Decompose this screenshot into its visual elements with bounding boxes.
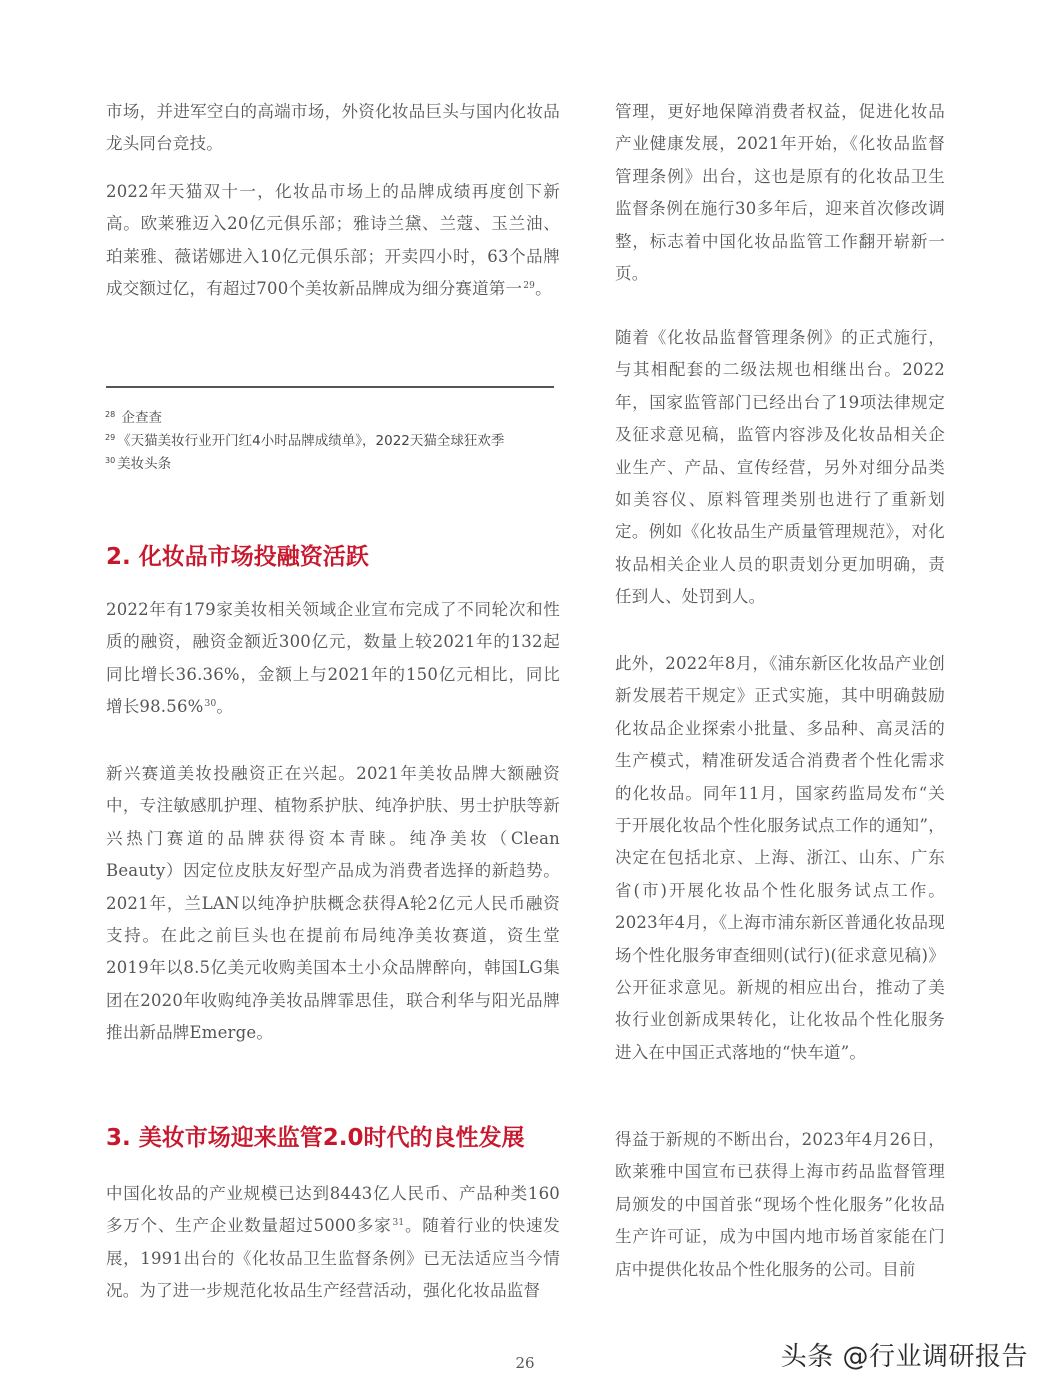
footnote-29: $^{29}$ 《天猫美妆行业开门红4小时品牌成绩单》，2022天猫全球狂欢季 [105,433,505,449]
intro-paragraph-2-text: 2022年天猫双十一，化妆品市场上的品牌成绩再度创下新高。欧莱雅迈入20亿元俱乐部；雅诗兰黛、兰蔻、玉兰油、珀莱雅、薇诺娜进入10亿元俱乐部；开卖四小时，63个品牌成交额过亿，有超过700个美妆新品牌成为细分赛道第一 [106,182,560,299]
footnote-ref-30: 30 [204,699,217,710]
right-paragraph-4: 得益于新规的不断出台，2023年4月26日，欧莱雅中国宣布已获得上海市药品监督管理局颁发的中国首张“现场个性化服务”化妆品生产许可证，成为中国内地市场首家能在门店中提供化妆品个性化服务的公司。目前 [615,1130,945,1279]
section-2-paragraph-1: 2022年有179家美妆相关领域企业宣布完成了不同轮次和性质的融资，融资金额近300亿元，数量上较2021年的132起同比增长36.36%，金额上与2021年的150亿元相比，同比增长98.56%$^{30}$。 [106,600,560,717]
right-paragraph-1: 管理，更好地保障消费者权益，促进化妆品产业健康发展，2021年开始，《化妆品监督管理条例》出台，这也是原有的化妆品卫生监督条例在施行30多年后，迎来首次修改调整，标志着中国化妆品监管工作翻开崭新一页。 [615,102,945,284]
section-2-paragraph-2: 新兴赛道美妆投融资正在兴起。2021年美妆品牌大额融资中，专注敏感肌护理、植物系护肤、纯净护肤、男士护肤等新兴热门赛道的品牌获得资本青睐。纯净美妆（Clean Beauty）因定位皮肤友好型产品成为消费者选择的新趋势。2021年，兰LAN以纯净护肤概念获得A轮2亿元人民币融资支持。在此之前巨头也在提前布局纯净美妆赛道，资生堂2019年以8.5亿美元收购美国本土小众品牌醉向，韩国LG集团在2020年收购纯净美妆品牌霏思佳，联合利华与阳光品牌推出新品牌Emerge。 [106,764,560,1043]
footnote-ref-31: 31 [392,1218,405,1229]
footnotes [104,407,564,476]
intro-paragraph-2: 2022年天猫双十一，化妆品市场上的品牌成绩再度创下新高。欧莱雅迈入20亿元俱乐部；雅诗兰黛、兰蔻、玉兰油、珀莱雅、薇诺娜进入10亿元俱乐部；开卖四小时，63个品牌成交额过亿，有超过700个美妆新品牌成为细分赛道第一$^{29}$。 [106,182,560,299]
watermark: 头条 @行业调研报告 [780,1342,1028,1372]
footnote-divider [106,386,554,388]
footnote-30: $^{30}$ 美妆头条 [105,456,172,472]
right-paragraph-3: 此外，2022年8月，《浦东新区化妆品产业创新发展若干规定》正式实施，其中明确鼓励化妆品企业探索小批量、多品种、高灵活的生产模式，精准研发适合消费者个性化需求的化妆品。同年11月，国家药监局发布“关于开展化妆品个性化服务试点工作的通知”，决定在包括北京、上海、浙江、山东、广东省(市)开展化妆品个性化服务试点工作。2023年4月，《上海市浦东新区普通化妆品现场个性化服务审查细则(试行)(征求意见稿)》公开征求意见。新规的相应出台，推动了美妆行业创新成果转化，让化妆品个性化服务进入在中国正式落地的“快车道”。 [615,654,945,1062]
footnote-28: $^{28}$ 企查查 [105,410,162,426]
section-2-heading: 2. 化妆品市场投融资活跃 [106,544,369,570]
page-number: 26 [515,1354,535,1372]
section-3-heading: 3. 美妆市场迎来监管2.0时代的良性发展 [106,1125,525,1151]
section-3-paragraph-1: 中国化妆品的产业规模已达到8443亿人民币、产品种类160多万个、生产企业数量超过5000多家$^{31}$。随着行业的快速发展，1991出台的《化妆品卫生监督条例》已无法适应当今情况。为了进一步规范化妆品生产经营活动，强化化妆品监督 [106,1184,560,1301]
intro-paragraph-1: 市场，并进军空白的高端市场，外资化妆品巨头与国内化妆品龙头同台竞技。 [106,102,560,154]
right-paragraph-2: 随着《化妆品监督管理条例》的正式施行，与其相配套的二级法规也相继出台。2022年，国家监管部门已经出台了19项法律规定及征求意见稿，监管内容涉及化妆品相关企业生产、产品、宣传经营，另外对细分品类如美容仪、原料管理类别也进行了重新划定。例如《化妆品生产质量管理规范》，对化妆品相关企业人员的职责划分更加明确，责任到人、处罚到人。 [615,328,945,607]
footnote-ref-29: 29 [523,281,536,292]
